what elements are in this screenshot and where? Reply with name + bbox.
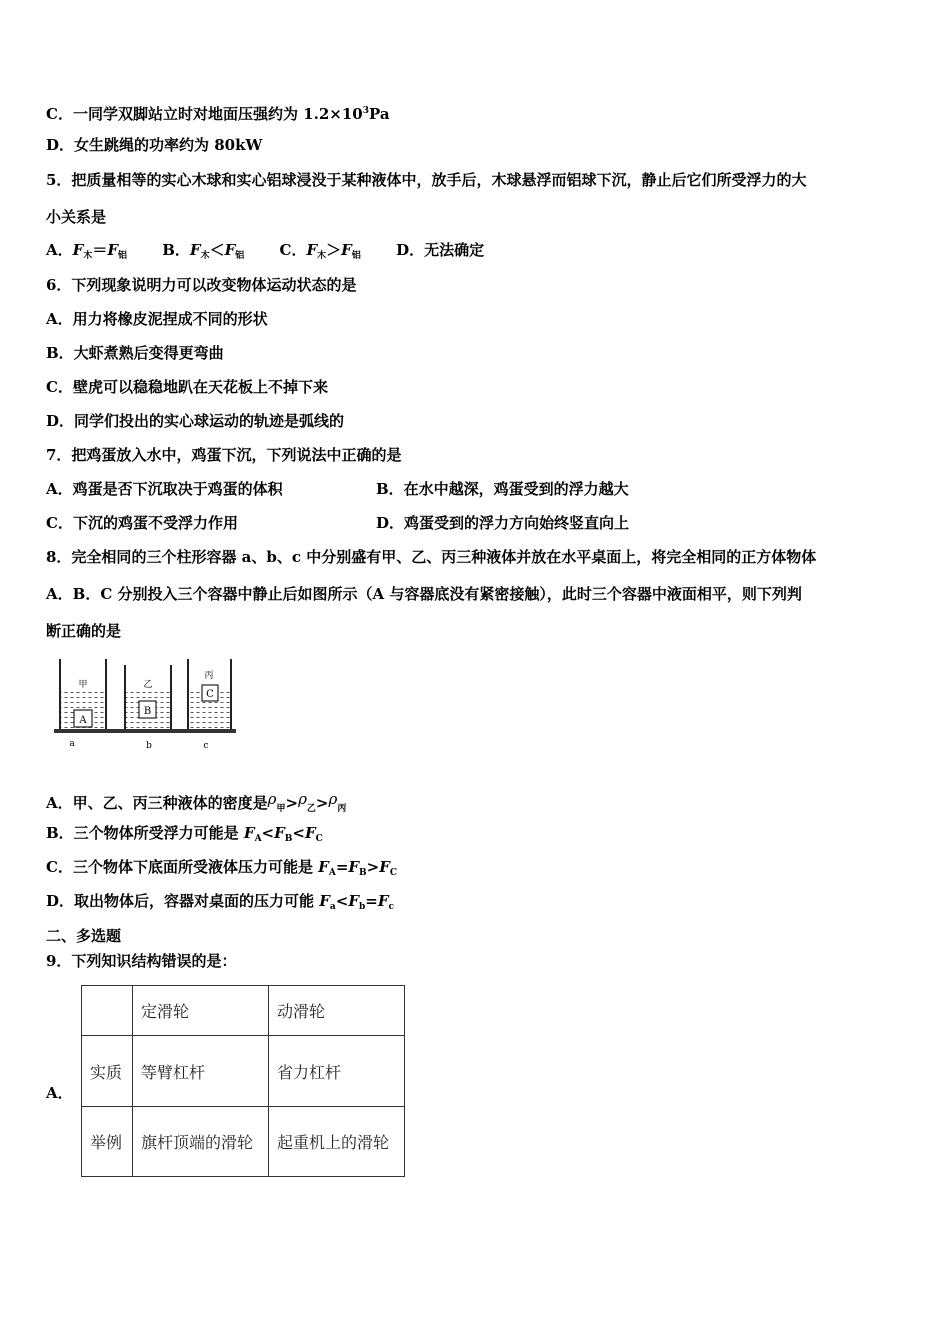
table-header-row: [82, 986, 405, 1036]
table-row: [82, 1107, 405, 1177]
container-b-label: b: [146, 741, 152, 751]
block-c-label: C: [206, 689, 214, 700]
block-a-label: A: [79, 715, 87, 726]
container-c-label: c: [203, 741, 209, 751]
q7-row2: [46, 513, 630, 533]
q5-stem-line1: 5．把质量相等的实心木球和实心铝球浸没于某种液体中，放手后，木球悬浮而铝球下沉，静止后它们所受浮力的大: [46, 171, 807, 189]
container-c: [188, 659, 231, 729]
container-b: [125, 665, 171, 729]
q8-option-c: C．三个物体下底面所受液体压力可能是 $F_A=F_B>F_C$: [46, 858, 398, 878]
q5-option-b: B．$F_木<F_铝$: [162, 241, 245, 261]
block-b-label: B: [143, 706, 152, 717]
q8-stem-line3: 断正确的是: [46, 622, 122, 640]
q7-row1: [46, 479, 629, 499]
q8-containers-figure: [52, 655, 242, 755]
q6-option-b: B．大虾煮熟后变得更弯曲: [46, 344, 224, 362]
q6-option-a: A．用力将橡皮泥捏成不同的形状: [46, 310, 268, 328]
table-surface: [54, 729, 236, 733]
q9-knowledge-table: [81, 985, 405, 1177]
q8-option-a: A．甲、乙、丙三种液体的密度是$\rho_甲>\rho_乙>\rho_丙$: [46, 790, 347, 814]
table-cell: 起重机上的滑轮: [269, 1107, 405, 1177]
q6-option-c: C．壁虎可以稳稳地趴在天花板上不掉下来: [46, 378, 328, 396]
table-header-cell: 动滑轮: [269, 986, 405, 1036]
q9-option-a-label: A．: [46, 1084, 73, 1102]
liquid-jia-label: 甲: [78, 680, 88, 690]
q8-stem-line2: A．B．C 分别投入三个容器中静止后如图所示（A 与容器底没有紧密接触），此时三个容器中液面相平，则下列判: [46, 585, 802, 603]
table-cell: 省力杠杆: [269, 1036, 405, 1107]
container-a: [60, 659, 106, 729]
q5-option-d: D．无法确定: [396, 241, 485, 259]
q5-option-a: A．$F_木=F_铝$: [46, 241, 127, 261]
q8-option-b: B．三个物体所受浮力可能是 $F_A<F_B<F_C$: [46, 824, 323, 844]
q8-stem-line1: 8．完全相同的三个柱形容器 a、b、c 中分别盛有甲、乙、丙三种液体并放在水平桌面上，将完全相同的正方体物体: [46, 548, 817, 566]
q6-stem: 6．下列现象说明力可以改变物体运动状态的是: [46, 276, 357, 294]
q7-option-c: C．下沉的鸡蛋不受浮力作用: [46, 514, 238, 532]
table-cell: 实质: [82, 1036, 133, 1107]
q6-option-d: D．同学们投出的实心球运动的轨迹是弧线的: [46, 412, 345, 430]
q7-option-b: B．在水中越深，鸡蛋受到的浮力越大: [376, 480, 629, 498]
table-cell: 等臂杠杆: [133, 1036, 269, 1107]
q7-option-d: D．鸡蛋受到的浮力方向始终竖直向上: [376, 514, 630, 532]
table-cell: 举例: [82, 1107, 133, 1177]
q5-option-c: C．$F_木>F_铝$: [279, 241, 361, 261]
table-row: [82, 1036, 405, 1107]
table-header-cell: [82, 986, 133, 1036]
q4-option-d: D．女生跳绳的功率约为 80kW: [46, 136, 263, 154]
q5-stem-line2: 小关系是: [46, 208, 107, 226]
container-a-label: a: [69, 739, 75, 749]
q5-options: [46, 240, 484, 266]
q7-stem: 7．把鸡蛋放入水中，鸡蛋下沉，下列说法中正确的是: [46, 446, 402, 464]
table-cell: 旗杆顶端的滑轮: [133, 1107, 269, 1177]
q7-option-a: A．鸡蛋是否下沉取决于鸡蛋的体积: [46, 480, 283, 498]
q8-option-d: D．取出物体后，容器对桌面的压力可能 $F_a<F_b=F_c$: [46, 892, 394, 912]
liquid-bing-label: 丙: [204, 671, 214, 681]
section-title: 二、多选题: [46, 927, 122, 945]
liquid-yi-label: 乙: [143, 680, 153, 690]
q4-option-c: C．一同学双脚站立时对地面压强约为 $1.2\times 10^3Pa$: [46, 105, 390, 123]
table-header-cell: 定滑轮: [133, 986, 269, 1036]
q9-stem: 9．下列知识结构错误的是：: [46, 952, 237, 970]
